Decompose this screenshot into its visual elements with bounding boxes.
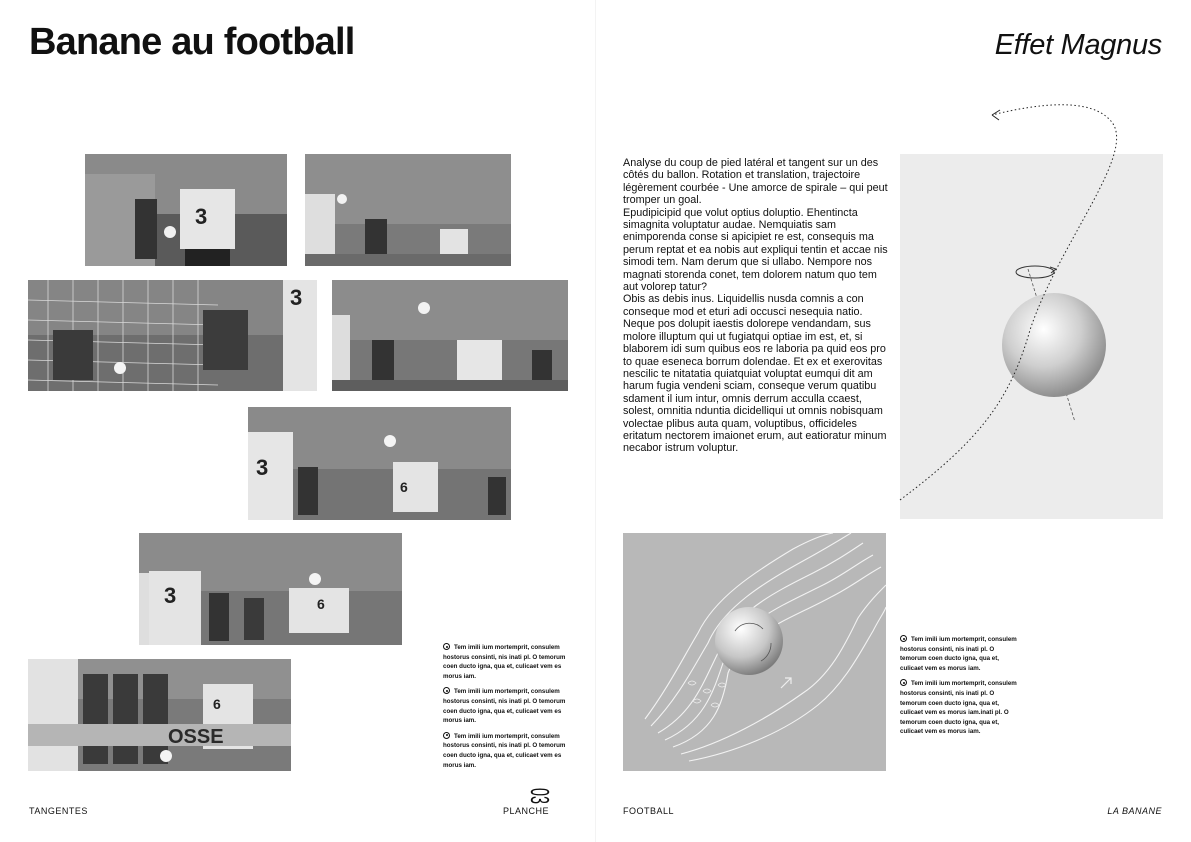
body-paragraph-3: Obis as debis inus. Liquidellis nusda comnis a con conseque mod et eturi adi occusci nesequia natio. Neque pos dolupit iaestis dolorepe vendandam, sus molore illuptum qui ut fugiatqui optiae im est, et, si blaborem idi sum quibus eos re laboria pa quid eos pro to quae eseneca borrum dolendae. Et ex et exerovitas nescilic te nitatatia quiatquiat voluptat eumqui dit am harum fugia vendeni sciam, conseque verum quatibu sdament il ium intur, omnis derrum acculla ccaest, solest, omnitia nduntia dicidelliqui ut omnis nobisquam volectae plibus auta quam, voluptibus, officideles eritatum nectorem imaionet erum, aut eatioratur minum necabor istrum voluptur.: [623, 293, 887, 455]
circled-dot-icon: [443, 687, 450, 694]
circled-dot-icon: [900, 679, 907, 686]
body-paragraph-2: Epudipicipid que volut optius doluptio. Ehentincta simagnita voluptatur audae. Nemquiatis sam enimporenda conse si apicipiet re est, consequis ma perum reptat et ea nobis aut expliqui tentin et accae nis simodi tem. Nam derum que si ullabo. Nempore nos magnati storenda conet, tem dolorem natum quo tem aut volorep tatur?: [623, 206, 888, 294]
left-page-title: Banane au football: [29, 21, 355, 63]
right-page-title: Effet Magnus: [994, 29, 1162, 61]
note-item: Tem imili ium mortemprit, consulem hostorus consinti, nis inati pl. O temorum coen ducto igna, qua et, culicaet vem es morus iam.: [443, 688, 566, 725]
left-notes: [443, 643, 573, 776]
ball-sphere-icon: [1002, 293, 1106, 397]
circled-dot-icon: [443, 732, 450, 739]
airflow-diagram-panel: [623, 533, 886, 771]
footer-right-label: LA BANANE: [1107, 806, 1162, 816]
photo-still-5: [248, 407, 511, 520]
photo-still-3: [28, 280, 317, 391]
svg-text:3: 3: [164, 583, 177, 608]
svg-text:3: 3: [195, 204, 208, 229]
note-item: Tem imili ium mortemprit, consulem hostorus consinti, nis inati pl. O temorum coen ducto igna, qua et, culicaet vem es morus iam.inati pl. O temorum coen ducto igna, qua et, culicaet vem es morus iam.: [900, 680, 1017, 736]
arrow-icon: [781, 678, 791, 688]
note-item: Tem imili ium mortemprit, consulem hostorus consinti, nis inati pl. O temorum coen ducto igna, qua et, culicaet vem es morus iam.: [443, 732, 566, 769]
body-text: [623, 157, 891, 455]
photo-still-4: [332, 280, 568, 391]
photo-still-2: [305, 154, 511, 266]
footer-planche-label: PLANCHE: [503, 806, 550, 816]
photo-still-6: [139, 533, 402, 645]
planche-number: 03: [525, 788, 555, 804]
footer-left-label: TANGENTES: [29, 806, 88, 816]
note-item: Tem imili ium mortemprit, consulem hostorus consinti, nis inati pl. O temorum coen ducto igna, qua et, culicaet vem es morus iam.: [900, 636, 1017, 672]
svg-text:3: 3: [290, 285, 303, 310]
body-paragraph-1: Analyse du coup de pied latéral et tangent sur un des côtés du ballon. Rotation et translation, trajectoire légèrement courbée - Une amorce de spirale – qui peut tromper un goal.: [623, 157, 888, 207]
rotation-arrow-icon: [1016, 266, 1056, 278]
svg-text:6: 6: [317, 596, 325, 612]
magnus-illustration-panel: [900, 154, 1163, 519]
note-item: Tem imili ium mortemprit, consulem hostorus consinti, nis inati pl. O temorum coen ducto igna, qua et, culicaet vem es morus iam.: [443, 644, 566, 680]
circled-dot-icon: [900, 635, 907, 642]
page-spine: [595, 0, 596, 842]
svg-text:6: 6: [213, 696, 221, 712]
svg-text:6: 6: [400, 479, 408, 495]
svg-text:OSSE: OSSE: [168, 726, 224, 748]
ball-sphere-icon: [715, 607, 783, 675]
footer-center-label: FOOTBALL: [623, 806, 675, 816]
photo-still-7: [28, 659, 291, 771]
photo-still-1: [85, 154, 287, 266]
right-notes: [900, 635, 1022, 743]
circled-dot-icon: [443, 643, 450, 650]
svg-text:3: 3: [256, 455, 269, 480]
